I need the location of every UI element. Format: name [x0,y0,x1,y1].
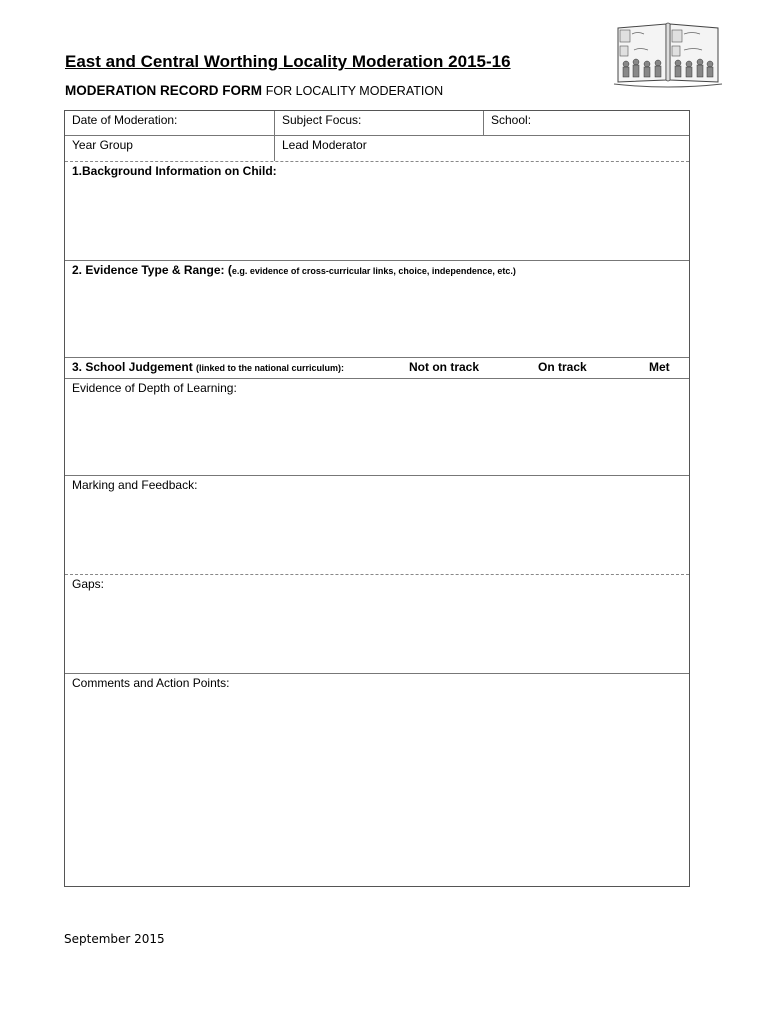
comments-label: Comments and Action Points: [72,676,230,690]
school-logo-icon [612,20,724,92]
background-section[interactable] [65,162,689,261]
school-cell[interactable] [483,111,689,135]
marking-feedback-label: Marking and Feedback: [72,478,198,492]
form-subtitle [65,83,443,98]
judgement-label-main: 3. School Judgement [72,360,197,374]
judgement-label [72,360,344,374]
date-of-moderation-label: Date of Moderation: [72,113,178,127]
met-option[interactable]: Met [649,360,670,374]
marking-section[interactable] [65,476,689,575]
page-title: East and Central Worthing Locality Moderation 2015-16 [65,52,511,71]
lead-cell[interactable] [274,136,689,161]
evidence-label [72,263,516,277]
lead-moderator-label: Lead Moderator [282,138,367,152]
depth-section[interactable] [65,379,689,476]
not-on-track-option[interactable]: Not on track [409,360,480,374]
judgement-note: (linked to the national curriculum): [196,363,345,373]
depth-of-learning-label: Evidence of Depth of Learning: [72,381,237,395]
year-cell[interactable] [65,136,274,161]
subtitle-bold: MODERATION RECORD FORM [65,83,262,98]
evidence-note: e.g. evidence of cross-curricular links, choice, independence, etc.) [231,266,516,276]
comments-section[interactable] [65,674,689,886]
school-label: School: [491,113,532,127]
moderation-record-form [64,110,690,887]
gaps-label: Gaps: [72,577,105,591]
subject-focus-label: Subject Focus: [282,113,362,127]
footer-date: September 2015 [64,932,165,946]
subtitle-rest: FOR LOCALITY MODERATION [265,84,444,98]
evidence-label-main: 2. Evidence Type & Range: ( [72,263,232,277]
background-label: 1.Background Information on Child: [72,164,277,178]
form-row-details [65,111,689,136]
year-group-label: Year Group [72,138,133,152]
evidence-section[interactable] [65,261,689,358]
judgement-row [65,358,689,379]
subject-cell[interactable] [274,111,483,135]
on-track-option[interactable]: On track [538,360,587,374]
date-cell[interactable] [65,111,274,135]
gaps-section[interactable] [65,575,689,674]
form-row-year [65,136,689,162]
